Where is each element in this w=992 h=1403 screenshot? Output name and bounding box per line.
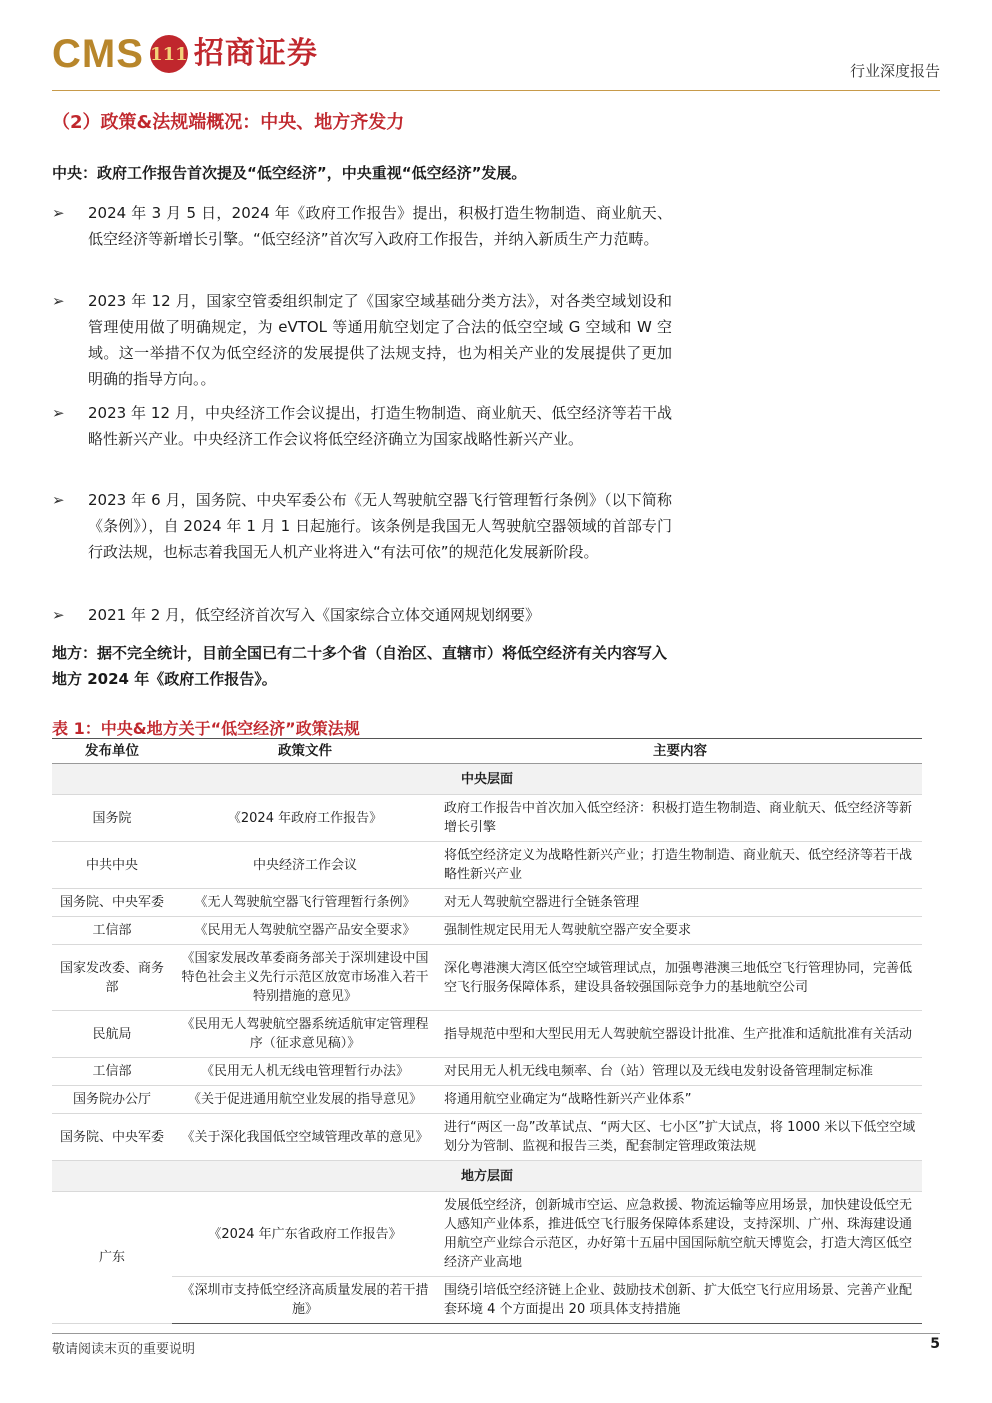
logo-cms-text: CMS [52, 32, 144, 76]
cell-unit: 中共中央 [52, 842, 172, 889]
cell-document: 《民用无人机无线电管理暂行办法》 [172, 1058, 438, 1086]
bullet-text: 2023 年 6 月，国务院、中央军委公布《无人驾驶航空器飞行管理暂行条例》（以下简称《条例》），自 2024 年 1 月 1 日起施行。该条例是我国无人驾驶航空器领域的首部专门行政法规，也标志着我国无人机产业将进入“有法可依”的规范化发展新阶段。 [88, 491, 672, 561]
table-row [52, 917, 922, 945]
cell-unit: 工信部 [52, 1058, 172, 1086]
table-row [52, 842, 922, 889]
bullet-item [52, 487, 672, 565]
bullet-marker-icon: ➢ [52, 404, 65, 422]
cell-unit: 国务院、中央军委 [52, 889, 172, 917]
table-row [52, 1086, 922, 1114]
cell-document: 《无人驾驶航空器飞行管理暂行条例》 [172, 889, 438, 917]
local-section-row [52, 1161, 922, 1192]
bullet-text: 2021 年 2 月，低空经济首次写入《国家综合立体交通网规划纲要》 [88, 606, 541, 624]
cell-content: 将低空经济定义为战略性新兴产业；打造生物制造、商业航天、低空经济等若干战略性新兴产业 [438, 842, 922, 889]
cell-content: 围绕引培低空经济链上企业、鼓励技术创新、扩大低空飞行应用场景、完善产业配套环境 4 个方面提出 20 项具体支持措施 [438, 1277, 922, 1324]
table-title: 表 1：中央&地方关于“低空经济”政策法规 [52, 719, 360, 738]
cell-document: 《国家发展改革委商务部关于深圳建设中国特色社会主义先行示范区放宽市场准入若干特别措施的意见》 [172, 945, 438, 1011]
cell-content: 指导规范中型和大型民用无人驾驶航空器设计批准、生产批准和适航批准有关活动 [438, 1011, 922, 1058]
cell-content: 发展低空经济，创新城市空运、应急救援、物流运输等应用场景，加快建设低空无人感知产业体系，推进低空飞行服务保障体系建设，支持深圳、广州、珠海建设通用航空产业综合示范区，办好第十五届中国国际航空航天博览会，打造大湾区低空经济产业高地 [438, 1192, 922, 1277]
column-header-unit: 发布单位 [52, 739, 172, 764]
cell-document: 《深圳市支持低空经济高质量发展的若干措施》 [172, 1277, 438, 1324]
bullet-item [52, 200, 672, 252]
cell-unit: 国务院、中央军委 [52, 1114, 172, 1161]
bullet-marker-icon: ➢ [52, 204, 65, 222]
cell-unit: 国务院办公厅 [52, 1086, 172, 1114]
cell-content: 深化粤港澳大湾区低空空域管理试点，加强粤港澳三地低空飞行管理协同，完善低空飞行服务保障体系，建设具备较强国际竞争力的基地航空公司 [438, 945, 922, 1011]
bullet-text: 2023 年 12 月，中央经济工作会议提出，打造生物制造、商业航天、低空经济等若干战略性新兴产业。中央经济工作会议将低空经济确立为国家战略性新兴产业。 [88, 404, 672, 448]
cell-unit: 国务院 [52, 795, 172, 842]
header-divider [52, 90, 940, 91]
bullet-text: 2023 年 12 月，国家空管委组织制定了《国家空域基础分类方法》，对各类空域划设和管理使用做了明确规定，为 eVTOL 等通用航空划定了合法的低空空域 G 空域和 W 空域。这一举措不仅为低空经济的发展提供了法规支持，也为相关产业的发展提供了更加明确的指导方向。。 [88, 292, 672, 388]
cell-content: 对民用无人机无线电频率、台（站）管理以及无线电发射设备管理制定标准 [438, 1058, 922, 1086]
cell-document: 《民用无人驾驶航空器产品安全要求》 [172, 917, 438, 945]
table-header-row [52, 739, 922, 764]
table-row [52, 1114, 922, 1161]
table-row [52, 1058, 922, 1086]
policy-table [52, 738, 922, 1324]
bullet-item [52, 288, 672, 392]
cell-content: 将通用航空业确定为“战略性新兴产业体系” [438, 1086, 922, 1114]
logo-mark-icon: 111 [150, 35, 188, 73]
cell-content: 强制性规定民用无人驾驶航空器产安全要求 [438, 917, 922, 945]
table-row [52, 1192, 922, 1277]
table-row [52, 1277, 922, 1324]
bullet-marker-icon: ➢ [52, 292, 65, 310]
cell-document: 《关于促进通用航空业发展的指导意见》 [172, 1086, 438, 1114]
cell-unit: 工信部 [52, 917, 172, 945]
bullet-marker-icon: ➢ [52, 491, 65, 509]
table-row [52, 795, 922, 842]
logo-chinese-name: 招商证券 [193, 36, 318, 71]
cell-unit: 国家发改委、商务部 [52, 945, 172, 1011]
central-section-label: 中央层面 [52, 764, 922, 795]
cell-content: 政府工作报告中首次加入低空经济：积极打造生物制造、商业航天、低空经济等新增长引擎 [438, 795, 922, 842]
cell-document: 《民用无人驾驶航空器系统适航审定管理程序（征求意见稿）》 [172, 1011, 438, 1058]
page-number: 5 [930, 1336, 940, 1352]
report-type-label: 行业深度报告 [849, 62, 940, 80]
column-header-content: 主要内容 [438, 739, 922, 764]
cell-content: 对无人驾驶航空器进行全链条管理 [438, 889, 922, 917]
cell-document: 《2024 年政府工作报告》 [172, 795, 438, 842]
footer-divider [52, 1333, 940, 1334]
table-row [52, 1011, 922, 1058]
cell-document: 中央经济工作会议 [172, 842, 438, 889]
cell-document: 《2024 年广东省政府工作报告》 [172, 1192, 438, 1277]
central-heading: 中央：政府工作报告首次提及“低空经济”，中央重视“低空经济”发展。 [52, 164, 527, 182]
bullet-item [52, 400, 672, 452]
company-logo [52, 34, 318, 74]
cell-unit: 民航局 [52, 1011, 172, 1058]
cell-content: 进行“两区一岛”改革试点、“两大区、七小区”扩大试点，将 1000 米以下低空空域划分为管制、监视和报告三类，配套制定管理政策法规 [438, 1114, 922, 1161]
table-row [52, 945, 922, 1011]
central-section-row [52, 764, 922, 795]
table-row [52, 889, 922, 917]
column-header-document: 政策文件 [172, 739, 438, 764]
cell-document: 《关于深化我国低空空域管理改革的意见》 [172, 1114, 438, 1161]
footer-disclaimer: 敬请阅读末页的重要说明 [52, 1342, 196, 1357]
cell-unit: 广东 [52, 1192, 172, 1324]
bullet-item [52, 602, 672, 628]
bullet-marker-icon: ➢ [52, 606, 65, 624]
local-section-label: 地方层面 [52, 1161, 922, 1192]
page-header [52, 34, 940, 90]
local-heading: 地方：据不完全统计，目前全国已有二十多个省（自治区、直辖市）将低空经济有关内容写入地方 2024 年《政府工作报告》。 [52, 644, 668, 688]
bullet-text: 2024 年 3 月 5 日，2024 年《政府工作报告》提出，积极打造生物制造、商业航天、低空经济等新增长引擎。“低空经济”首次写入政府工作报告，并纳入新质生产力范畴。 [88, 204, 672, 248]
section-title: （2）政策&法规端概况：中央、地方齐发力 [52, 112, 405, 133]
